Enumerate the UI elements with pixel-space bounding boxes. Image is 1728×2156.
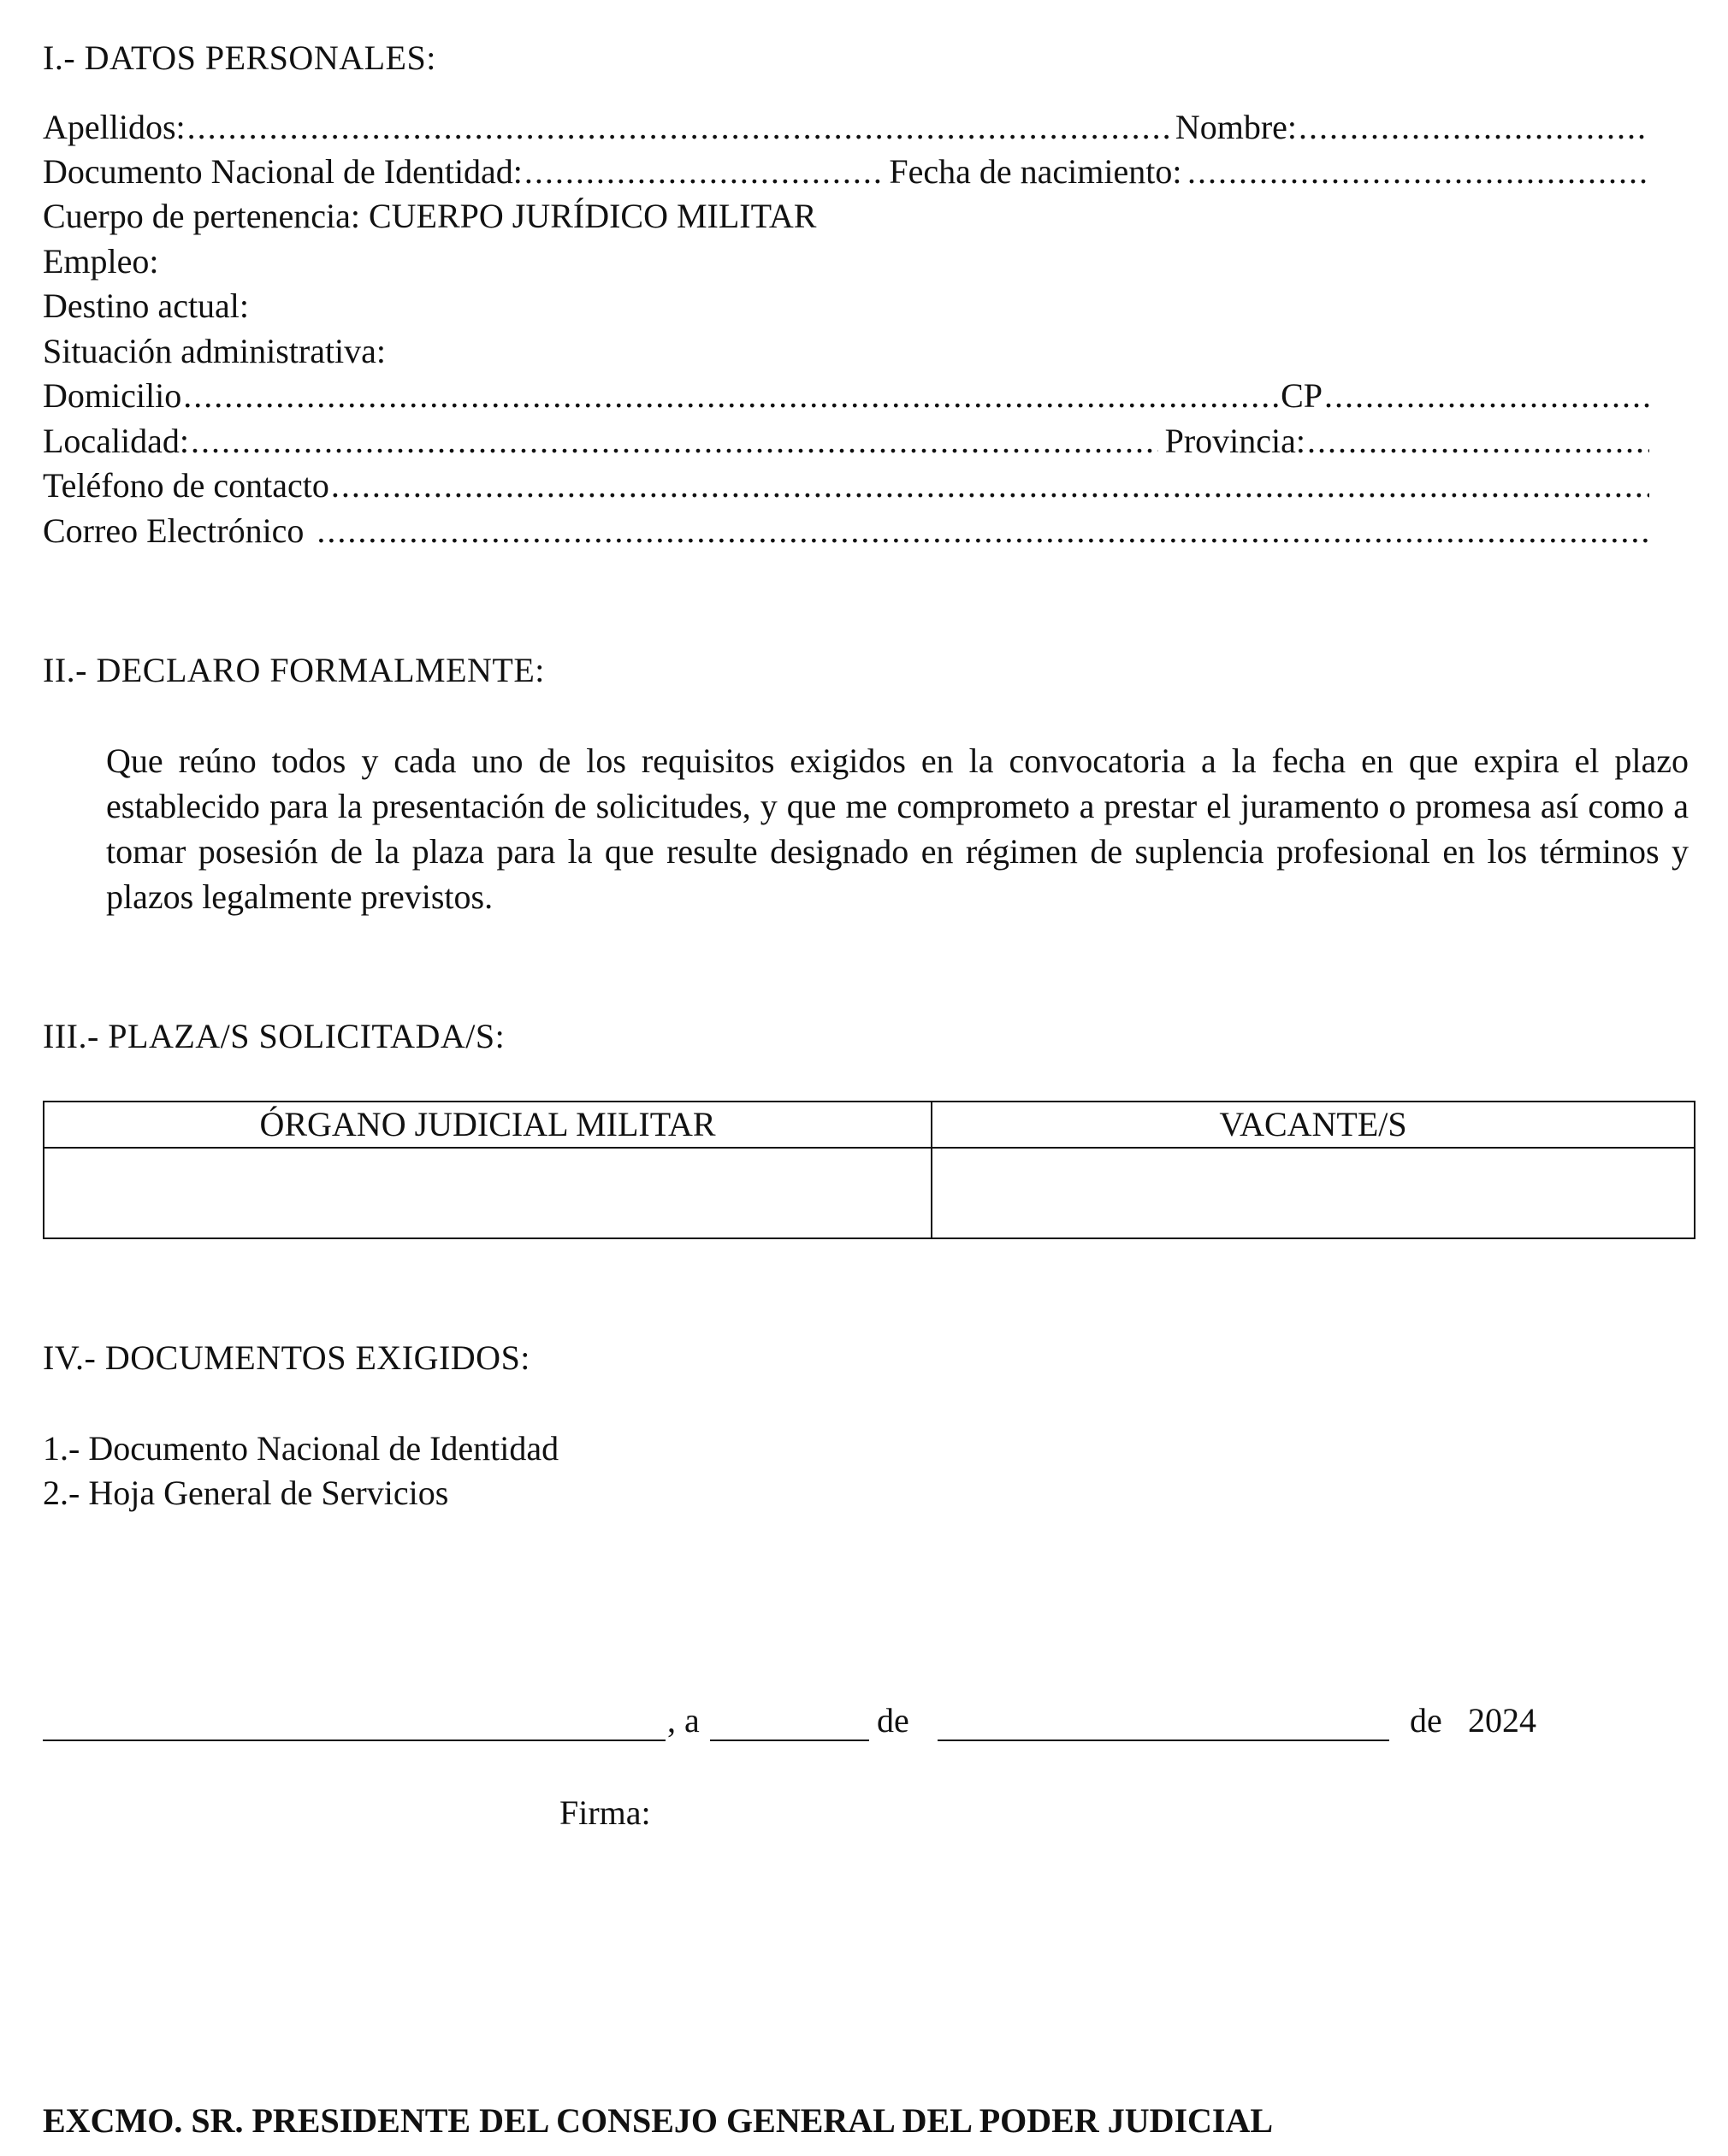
row-apellidos-nombre: [43, 105, 1651, 150]
nombre-field[interactable]: [1299, 105, 1649, 150]
nombre-label: Nombre:: [1175, 108, 1297, 146]
localidad-label: Localidad:: [43, 422, 190, 460]
dni-field[interactable]: [524, 150, 884, 194]
plazas-table: [43, 1101, 1695, 1239]
section-1-title: I.- DATOS PERSONALES:: [43, 38, 436, 77]
row-domicilio-cp: [43, 374, 1651, 418]
fecha-nacimiento-label: Fecha de nacimiento:: [889, 152, 1182, 191]
vacante-cell[interactable]: [932, 1148, 1695, 1238]
apellidos-field[interactable]: [187, 105, 1174, 150]
section-2-title: II.- DECLARO FORMALMENTE:: [43, 651, 545, 689]
table-row: [44, 1148, 1695, 1238]
header-vacante: VACANTE/S: [932, 1102, 1695, 1148]
row-telefono: [43, 464, 1651, 508]
localidad-field[interactable]: [191, 419, 1158, 464]
empleo-label: Empleo:: [43, 242, 159, 281]
row-cuerpo: [43, 194, 1651, 239]
correo-field[interactable]: [317, 509, 1649, 553]
list-item: 1.- Documento Nacional de Identidad: [43, 1429, 559, 1468]
cp-label: CP: [1281, 376, 1323, 415]
dni-label: Documento Nacional de Identidad:: [43, 152, 523, 191]
row-correo: [43, 509, 1651, 553]
correo-label: Correo Electrónico: [43, 511, 305, 550]
domicilio-label: Domicilio: [43, 376, 182, 415]
day-blank[interactable]: [710, 1740, 869, 1741]
provincia-field[interactable]: [1307, 419, 1649, 464]
situacion-label: Situación administrativa:: [43, 332, 387, 370]
apellidos-label: Apellidos:: [43, 108, 186, 146]
firma-label: Firma:: [559, 1793, 651, 1832]
fecha-nacimiento-field[interactable]: [1187, 150, 1649, 194]
a-text: , a: [667, 1701, 700, 1740]
telefono-label: Teléfono de contacto: [43, 466, 329, 505]
destino-label: Destino actual:: [43, 286, 250, 325]
organo-cell[interactable]: [44, 1148, 932, 1238]
month-blank[interactable]: [938, 1740, 1389, 1741]
list-item: 2.- Hoja General de Servicios: [43, 1474, 449, 1512]
cuerpo-value: CUERPO JURÍDICO MILITAR: [368, 197, 817, 235]
addressee: EXCMO. SR. PRESIDENTE DEL CONSEJO GENERAL DEL PODER JUDICIAL: [43, 2101, 1274, 2140]
year-text: 2024: [1468, 1701, 1536, 1740]
row-localidad-provincia: [43, 419, 1651, 464]
section-4-title: IV.- DOCUMENTOS EXIGIDOS:: [43, 1338, 530, 1377]
section-3-title: III.- PLAZA/S SOLICITADA/S:: [43, 1017, 506, 1055]
domicilio-field[interactable]: [183, 374, 1279, 418]
place-blank[interactable]: [43, 1740, 666, 1741]
header-organo: ÓRGANO JUDICIAL MILITAR: [44, 1102, 932, 1148]
cuerpo-label: Cuerpo de pertenencia:: [43, 197, 360, 235]
de-text-1: de: [877, 1701, 909, 1740]
cp-field[interactable]: [1324, 374, 1649, 418]
telefono-field[interactable]: [331, 464, 1649, 508]
table-header-row: [44, 1102, 1695, 1148]
provincia-label: Provincia:: [1164, 422, 1305, 460]
row-dni-fecha: [43, 150, 1651, 194]
declaration-paragraph: Que reúno todos y cada uno de los requisitos exigidos en la convocatoria a la fecha en que expira el plazo establecido para la presentación de solicitudes, y que me comprometo a prestar el juramento o promesa así como a tomar posesión de la plaza para la que resulte designado en régimen de suplencia profesional en los términos y plazos legalmente previstos.: [106, 741, 1689, 916]
de-text-2: de: [1410, 1701, 1442, 1740]
